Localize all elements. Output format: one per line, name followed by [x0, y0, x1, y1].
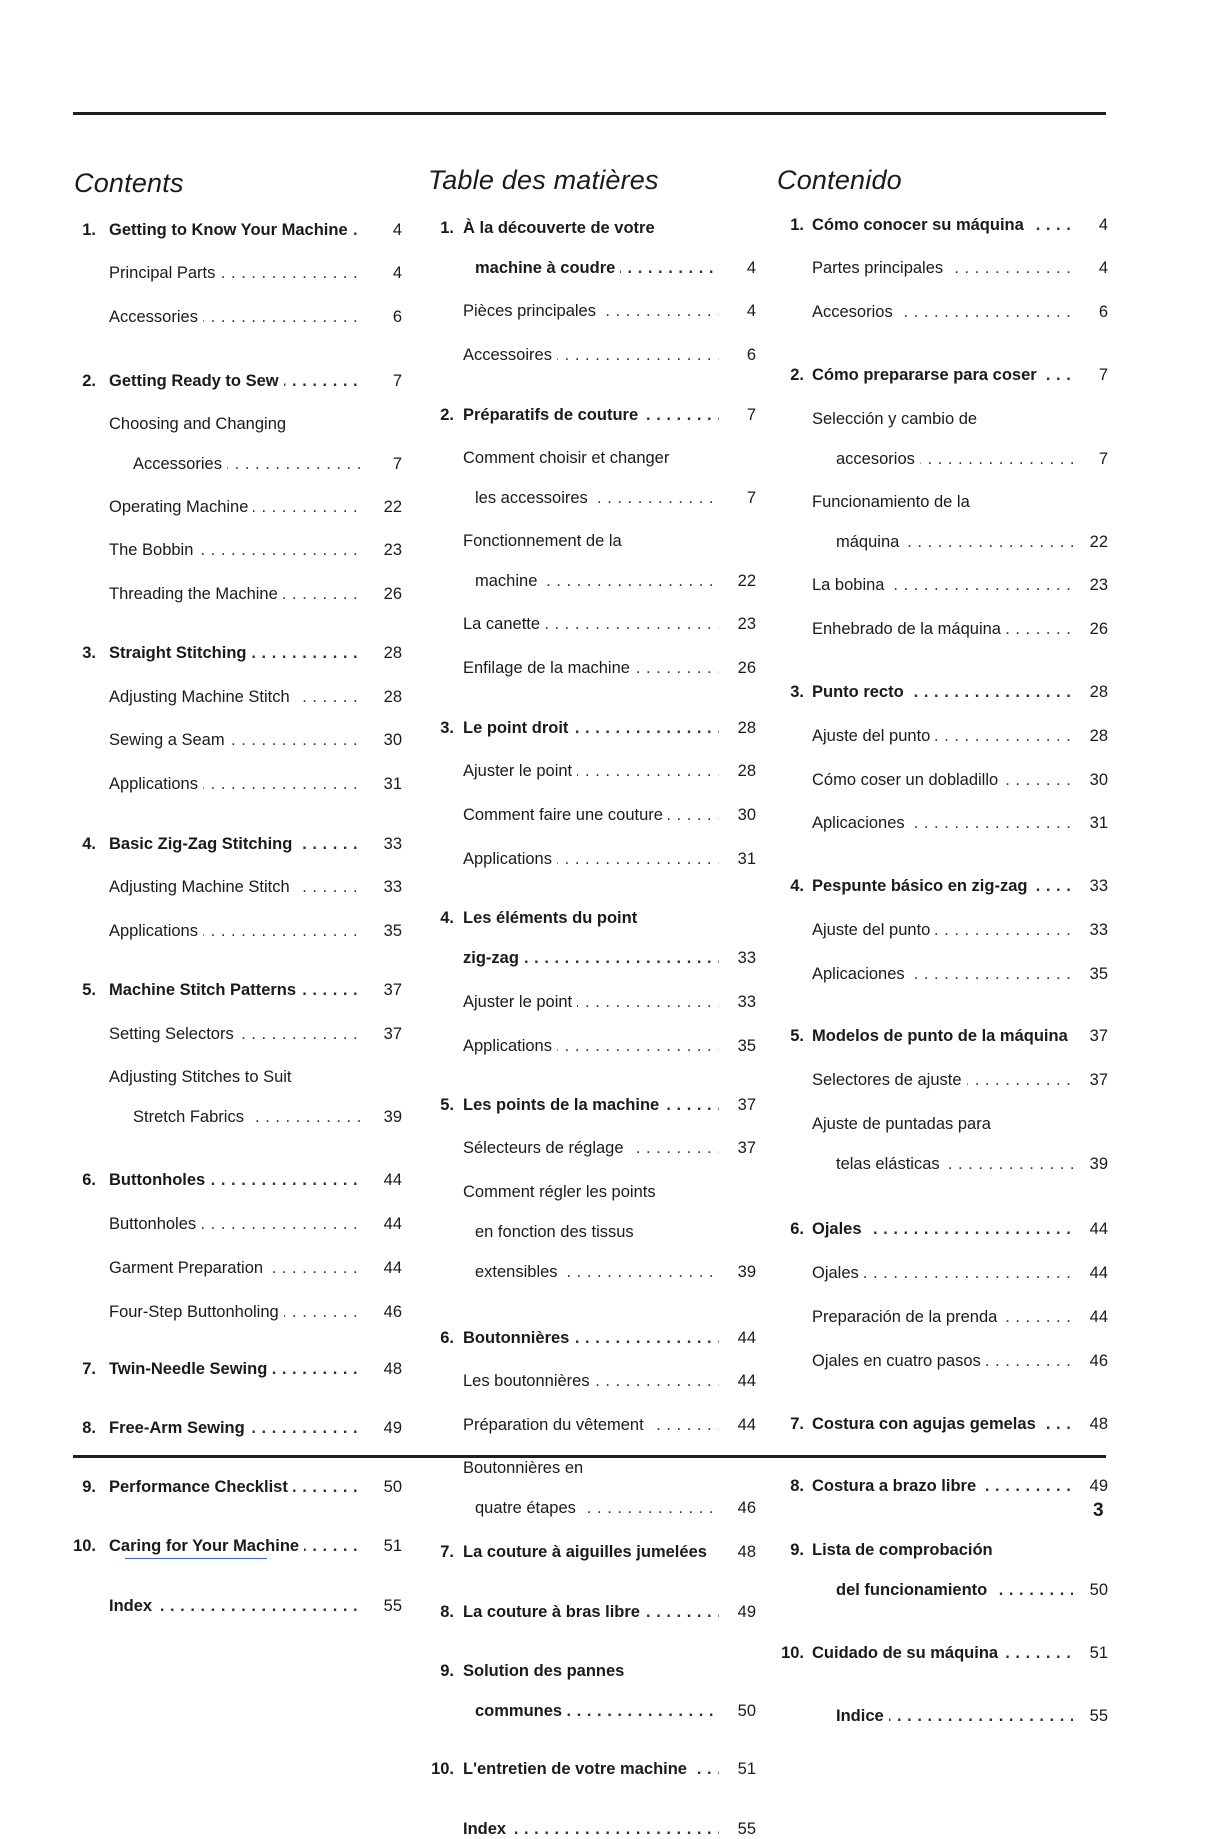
entry-page-number: 23: [1089, 576, 1108, 594]
entry-title: communes: [475, 1702, 567, 1720]
entry-page-number: 49: [383, 1419, 402, 1437]
entry-title: Threading the Machine: [109, 585, 283, 603]
entry-title: Ajuster le point: [463, 762, 577, 780]
chapter-number: 10.: [431, 1760, 454, 1778]
entry-title: Lista de comprobación: [812, 1541, 998, 1559]
column-title: Table des matières: [428, 165, 659, 195]
chapter-number: 5.: [790, 1027, 804, 1045]
entry-title: Index: [463, 1820, 511, 1838]
entry-title: Fonctionnement de la: [463, 532, 627, 550]
entry-page-number: 44: [1089, 1308, 1108, 1326]
entry-title: Costura con agujas gemelas: [812, 1415, 1041, 1433]
entry-title: Partes principales: [812, 259, 948, 277]
entry-page-number: 7: [1098, 450, 1108, 468]
toc-chapter-entry: [0, 1643, 1224, 1663]
entry-page-number: 51: [383, 1537, 402, 1555]
entry-title: Aplicaciones: [812, 965, 910, 983]
entry-title: Préparation du vêtement: [463, 1416, 649, 1434]
entry-page-number: 55: [1089, 1707, 1108, 1725]
entry-page-number: 35: [1089, 965, 1108, 983]
entry-page-number: 33: [383, 878, 402, 896]
entry-title: Choosing and Changing: [109, 415, 291, 433]
entry-title: Straight Stitching: [109, 644, 252, 662]
entry-title: en fonction des tissus: [475, 1223, 639, 1241]
entry-title: Préparatifs de couture: [463, 406, 643, 424]
entry-title: Ajuste del punto: [812, 921, 935, 939]
entry-page-number: 51: [737, 1760, 756, 1778]
chapter-number: 4.: [82, 835, 96, 853]
chapter-number: 3.: [790, 683, 804, 701]
chapter-number: 9.: [82, 1478, 96, 1496]
chapter-number: 7.: [82, 1360, 96, 1378]
chapter-number: 2.: [790, 366, 804, 384]
entry-page-number: 33: [1089, 877, 1108, 895]
entry-title: Caring for Your Machine: [109, 1537, 304, 1555]
entry-page-number: 33: [383, 835, 402, 853]
entry-page-number: 46: [383, 1303, 402, 1321]
entry-title: Ajuste de puntadas para: [812, 1115, 996, 1133]
entry-page-number: 22: [383, 498, 402, 516]
entry-title: Preparación de la prenda: [812, 1308, 1002, 1326]
chapter-number: 4.: [440, 909, 454, 927]
entry-title: Funcionamiento de la: [812, 493, 975, 511]
entry-page-number: 7: [746, 406, 756, 424]
entry-page-number: 7: [1098, 366, 1108, 384]
entry-page-number: 37: [383, 1025, 402, 1043]
entry-title: Le point droit: [463, 719, 573, 737]
entry-title: Setting Selectors: [109, 1025, 239, 1043]
entry-page-number: 28: [1089, 683, 1108, 701]
entry-title: La couture à aiguilles jumelées: [463, 1543, 712, 1561]
entry-title: Boutonnières: [463, 1329, 574, 1347]
entry-title: À la découverte de votre: [463, 219, 660, 237]
entry-page-number: 33: [737, 949, 756, 967]
entry-page-number: 22: [737, 572, 756, 590]
chapter-number: 1.: [790, 216, 804, 234]
entry-title: Twin-Needle Sewing: [109, 1360, 272, 1378]
entry-title: Adjusting Machine Stitch: [109, 688, 295, 706]
entry-page-number: 28: [1089, 727, 1108, 745]
entry-title: Index: [109, 1597, 157, 1615]
entry-page-number: 6: [1098, 303, 1108, 321]
entry-page-number: 39: [1089, 1155, 1108, 1173]
entry-page-number: 44: [737, 1372, 756, 1390]
entry-title: Free-Arm Sewing: [109, 1419, 250, 1437]
chapter-number: 10.: [73, 1537, 96, 1555]
chapter-number: 4.: [790, 877, 804, 895]
entry-title: Les points de la machine: [463, 1096, 664, 1114]
entry-page-number: 49: [1089, 1477, 1108, 1495]
toc-chapter-entry: [0, 1328, 1224, 1348]
entry-page-number: 39: [737, 1263, 756, 1281]
entry-page-number: 4: [1098, 259, 1108, 277]
entry-title: telas elásticas: [836, 1155, 945, 1173]
entry-title: Ajuste del punto: [812, 727, 935, 745]
entry-title: zig-zag: [463, 949, 524, 967]
entry-page-number: 35: [737, 1037, 756, 1055]
entry-page-number: 50: [383, 1478, 402, 1496]
entry-title: Pièces principales: [463, 302, 601, 320]
entry-title: del funcionamiento: [836, 1581, 992, 1599]
entry-title: machine: [475, 572, 542, 590]
chapter-number: 7.: [440, 1543, 454, 1561]
entry-page-number: 51: [1089, 1644, 1108, 1662]
entry-page-number: 37: [737, 1096, 756, 1114]
toc-entry: [0, 1498, 1224, 1518]
entry-title: Four-Step Buttonholing: [109, 1303, 284, 1321]
entry-title: Cuidado de su máquina: [812, 1644, 1003, 1662]
entry-page-number: 7: [392, 372, 402, 390]
entry-page-number: 50: [737, 1702, 756, 1720]
entry-title: machine à coudre: [475, 259, 620, 277]
entry-page-number: 46: [737, 1499, 756, 1517]
entry-title: Adjusting Stitches to Suit: [109, 1068, 297, 1086]
entry-title: Enhebrado de la máquina: [812, 620, 1006, 638]
entry-title: Garment Preparation: [109, 1259, 268, 1277]
entry-title: Performance Checklist: [109, 1478, 293, 1496]
column-title: Contenido: [777, 165, 902, 195]
entry-page-number: 48: [383, 1360, 402, 1378]
entry-title: Getting Ready to Sew: [109, 372, 284, 390]
entry-page-number: 55: [737, 1820, 756, 1838]
entry-page-number: 55: [383, 1597, 402, 1615]
column-title: Contents: [74, 168, 184, 198]
entry-title: Accessories: [109, 308, 203, 326]
entry-page-number: 31: [1089, 814, 1108, 832]
entry-page-number: 44: [737, 1329, 756, 1347]
entry-page-number: 31: [383, 775, 402, 793]
entry-page-number: 6: [746, 346, 756, 364]
entry-title: les accessoires: [475, 489, 593, 507]
entry-page-number: 4: [392, 221, 402, 239]
toc-chapter-entry: [0, 1602, 1224, 1622]
entry-page-number: 44: [1089, 1264, 1108, 1282]
entry-page-number: 4: [392, 264, 402, 282]
entry-title: Ojales: [812, 1264, 864, 1282]
chapter-number: 2.: [82, 372, 96, 390]
entry-page-number: 46: [1089, 1352, 1108, 1370]
chapter-number: 3.: [440, 719, 454, 737]
entry-title: Ojales: [812, 1220, 867, 1238]
entry-page-number: 35: [383, 922, 402, 940]
entry-title: Accessories: [133, 455, 227, 473]
entry-title: Buttonholes: [109, 1215, 201, 1233]
entry-page-number: 48: [737, 1543, 756, 1561]
entry-title: La bobina: [812, 576, 890, 594]
entry-title: Comment choisir et changer: [463, 449, 674, 467]
entry-page-number: 30: [1089, 771, 1108, 789]
entry-title: Pespunte básico en zig-zag: [812, 877, 1032, 895]
chapter-number: 9.: [440, 1662, 454, 1680]
entry-title: Accessoires: [463, 346, 557, 364]
page-number: 3: [1093, 1500, 1104, 1521]
entry-title: Applications: [109, 775, 203, 793]
entry-title: Operating Machine: [109, 498, 253, 516]
entry-title: Stretch Fabrics: [133, 1108, 249, 1126]
chapter-number: 5.: [440, 1096, 454, 1114]
toc-entry: [0, 1706, 1224, 1726]
entry-page-number: 6: [392, 308, 402, 326]
entry-page-number: 33: [737, 993, 756, 1011]
entry-page-number: 44: [383, 1215, 402, 1233]
entry-title: Sewing a Seam: [109, 731, 230, 749]
chapter-number: 1.: [440, 219, 454, 237]
chapter-number: 9.: [790, 1541, 804, 1559]
entry-page-number: 4: [746, 259, 756, 277]
entry-page-number: 28: [383, 644, 402, 662]
entry-title: Ajuster le point: [463, 993, 577, 1011]
entry-page-number: 7: [746, 489, 756, 507]
entry-page-number: 37: [383, 981, 402, 999]
entry-page-number: 22: [1089, 533, 1108, 551]
entry-title: Enfilage de la machine: [463, 659, 635, 677]
entry-title: The Bobbin: [109, 541, 198, 559]
entry-title: Applications: [463, 1037, 557, 1055]
entry-title: L'entretien de votre machine: [463, 1760, 692, 1778]
entry-page-number: 23: [383, 541, 402, 559]
footer-mark: [125, 1558, 267, 1559]
toc-chapter-entry: [0, 1661, 1224, 1681]
entry-title: Comment régler les points: [463, 1183, 661, 1201]
entry-page-number: 4: [1098, 216, 1108, 234]
entry-title: La couture à bras libre: [463, 1603, 645, 1621]
entry-title: Comment faire une couture: [463, 806, 668, 824]
entry-title: Cómo prepararse para coser: [812, 366, 1042, 384]
chapter-number: 8.: [790, 1477, 804, 1495]
chapter-number: 6.: [790, 1220, 804, 1238]
entry-title: Selección y cambio de: [812, 410, 982, 428]
chapter-number: 3.: [82, 644, 96, 662]
chapter-number: 6.: [82, 1171, 96, 1189]
chapter-number: 5.: [82, 981, 96, 999]
toc-entry: [0, 1819, 1224, 1839]
entry-title: Punto recto: [812, 683, 909, 701]
entry-title: Buttonholes: [109, 1171, 210, 1189]
entry-page-number: 37: [1089, 1027, 1108, 1045]
entry-page-number: 30: [383, 731, 402, 749]
entry-title: accesorios: [836, 450, 920, 468]
chapter-number: 1.: [82, 221, 96, 239]
entry-title: Accesorios: [812, 303, 898, 321]
entry-page-number: 26: [1089, 620, 1108, 638]
entry-title: Selectores de ajuste: [812, 1071, 967, 1089]
entry-title: Ojales en cuatro pasos: [812, 1352, 986, 1370]
entry-page-number: 28: [737, 762, 756, 780]
entry-page-number: 44: [383, 1259, 402, 1277]
entry-page-number: 39: [383, 1108, 402, 1126]
entry-page-number: 37: [1089, 1071, 1108, 1089]
entry-title: Aplicaciones: [812, 814, 910, 832]
entry-page-number: 28: [383, 688, 402, 706]
toc-entry: [0, 1580, 1224, 1600]
chapter-number: 7.: [790, 1415, 804, 1433]
entry-title: Applications: [109, 922, 203, 940]
entry-page-number: 44: [383, 1171, 402, 1189]
entry-page-number: 44: [737, 1416, 756, 1434]
entry-title: Principal Parts: [109, 264, 220, 282]
entry-page-number: 4: [746, 302, 756, 320]
chapter-number: 8.: [440, 1603, 454, 1621]
entry-title: La canette: [463, 615, 545, 633]
entry-page-number: 31: [737, 850, 756, 868]
entry-title: Solution des pannes: [463, 1662, 629, 1680]
entry-page-number: 28: [737, 719, 756, 737]
chapter-number: 10.: [781, 1644, 804, 1662]
entry-title: Sélecteurs de réglage: [463, 1139, 629, 1157]
entry-title: Indice: [836, 1707, 889, 1725]
entry-page-number: 26: [737, 659, 756, 677]
entry-title: Costura a brazo libre: [812, 1477, 981, 1495]
entry-page-number: 26: [383, 585, 402, 603]
entry-page-number: 37: [737, 1139, 756, 1157]
entry-title: extensibles: [475, 1263, 563, 1281]
toc-entry: [0, 1458, 1224, 1478]
entry-page-number: 50: [1089, 1581, 1108, 1599]
entry-page-number: 44: [1089, 1220, 1108, 1238]
entry-title: Applications: [463, 850, 557, 868]
entry-title: Basic Zig-Zag Stitching: [109, 835, 297, 853]
chapter-number: 6.: [440, 1329, 454, 1347]
bottom-rule: [73, 1455, 1106, 1458]
entry-page-number: 23: [737, 615, 756, 633]
entry-page-number: 33: [1089, 921, 1108, 939]
entry-title: Machine Stitch Patterns: [109, 981, 301, 999]
chapter-number: 8.: [82, 1419, 96, 1437]
toc-entry: [0, 619, 1224, 639]
toc-chapter-entry: [0, 1759, 1224, 1779]
entry-page-number: 49: [737, 1603, 756, 1621]
entry-title: Cómo conocer su máquina: [812, 216, 1029, 234]
entry-title: máquina: [836, 533, 904, 551]
entry-page-number: 7: [392, 455, 402, 473]
entry-title: Getting to Know Your Machine: [109, 221, 353, 239]
entry-title: Cómo coser un dobladillo: [812, 771, 1003, 789]
entry-page-number: 48: [1089, 1415, 1108, 1433]
entry-page-number: 30: [737, 806, 756, 824]
entry-title: Adjusting Machine Stitch: [109, 878, 295, 896]
entry-title: Les boutonnières: [463, 1372, 595, 1390]
entry-title: quatre étapes: [475, 1499, 581, 1517]
entry-title: Les éléments du point: [463, 909, 642, 927]
chapter-number: 2.: [440, 406, 454, 424]
entry-title: Modelos de punto de la máquina: [812, 1027, 1073, 1045]
entry-title: Boutonnières en: [463, 1459, 588, 1477]
